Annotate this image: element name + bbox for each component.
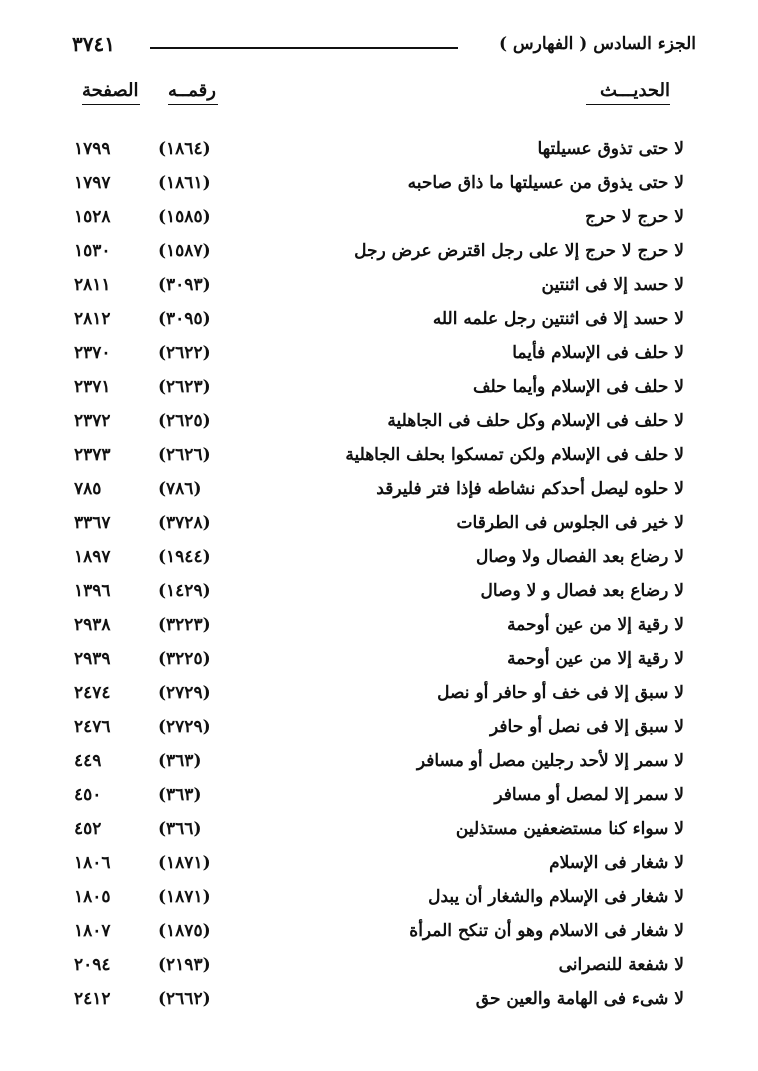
index-row [0, 985, 758, 1019]
hadith-number: (١٥٨٧) [158, 241, 211, 261]
hadith-text: لا شىء فى الهامة والعين حق [475, 989, 684, 1009]
hadith-text: لا حسد إلا فى اثنتين رجل علمه الله [432, 309, 684, 329]
hadith-page: ٢٤٧٦ [74, 717, 111, 737]
hadith-text: لا حتى تذوق عسيلتها [537, 139, 684, 159]
index-row [0, 713, 758, 747]
hadith-text: لا شغار فى الاسلام وهو أن تنكح المرأة [409, 921, 684, 941]
running-header-title: الجزء السادس ( الفهارس ) [498, 34, 696, 54]
index-row [0, 509, 758, 543]
hadith-page: ٢٤٧٤ [74, 683, 111, 703]
column-header-page: الصفحة [82, 80, 139, 101]
index-row [0, 543, 758, 577]
hadith-text: لا شغار فى الإسلام والشغار أن يبدل [428, 887, 684, 907]
index-row [0, 951, 758, 985]
hadith-number: (٢٦٢٦) [158, 445, 211, 465]
index-row [0, 679, 758, 713]
hadith-text: لا حلف فى الإسلام وأيما حلف [472, 377, 684, 397]
index-row [0, 577, 758, 611]
hadith-number: (٢١٩٣) [158, 955, 211, 975]
hadith-text: لا سبق إلا فى نصل أو حافر [490, 717, 684, 737]
index-row [0, 305, 758, 339]
hadith-page: ١٧٩٧ [74, 173, 111, 193]
index-row [0, 883, 758, 917]
hadith-page: ٤٤٩ [74, 751, 102, 771]
hadith-text: لا خير فى الجلوس فى الطرقات [456, 513, 684, 533]
index-row [0, 339, 758, 373]
hadith-text: لا رضاع بعد فصال و لا وصال [480, 581, 684, 601]
hadith-page: ٢٣٧٠ [74, 343, 111, 363]
hadith-page: ١٨٠٧ [74, 921, 111, 941]
hadith-number: (٧٨٦) [158, 479, 202, 499]
index-row [0, 407, 758, 441]
hadith-text: لا حلف فى الإسلام وكل حلف فى الجاهلية [387, 411, 684, 431]
hadith-page: ١٨٩٧ [74, 547, 111, 567]
hadith-page: ٢٣٧٢ [74, 411, 111, 431]
hadith-text: لا حلوه ليصل أحدكم نشاطه فإذا فتر فليرقد [376, 479, 684, 499]
hadith-text: لا حرج لا حرج [585, 207, 684, 227]
hadith-text: لا حلف فى الإسلام فأيما [512, 343, 684, 363]
hadith-page: ١٨٠٦ [74, 853, 111, 873]
hadith-page: ٢٨١١ [74, 275, 111, 295]
hadith-text: لا سمر إلا لأحد رجلين مصل أو مسافر [416, 751, 684, 771]
hadith-number: (١٨٧١) [158, 887, 211, 907]
hadith-page: ٢٤١٢ [74, 989, 111, 1009]
header-rule [150, 47, 458, 49]
page-number: ٣٧٤١ [72, 32, 115, 56]
hadith-number: (٣٦٣) [158, 785, 202, 805]
hadith-number: (١٨٦٤) [158, 139, 211, 159]
index-row [0, 373, 758, 407]
hadith-page: ٤٥٢ [74, 819, 102, 839]
index-row [0, 441, 758, 475]
hadith-number: (٢٦٢٣) [158, 377, 211, 397]
hadith-page: ١٣٩٦ [74, 581, 111, 601]
hadith-number: (٣٦٣) [158, 751, 202, 771]
hadith-number: (١٤٢٩) [158, 581, 211, 601]
hadith-number: (١٨٦١) [158, 173, 211, 193]
hadith-number: (١٨٧١) [158, 853, 211, 873]
hadith-text: لا سواء كنا مستضعفين مستذلين [455, 819, 684, 839]
hadith-text: لا شغار فى الإسلام [549, 853, 684, 873]
index-row [0, 237, 758, 271]
hadith-number: (١٨٧٥) [158, 921, 211, 941]
hadith-text: لا حرج لا حرج إلا على رجل اقترض عرض رجل [354, 241, 684, 261]
hadith-page: ١٧٩٩ [74, 139, 111, 159]
hadith-number: (٣٠٩٥) [158, 309, 211, 329]
index-row [0, 815, 758, 849]
index-row [0, 169, 758, 203]
index-row [0, 203, 758, 237]
column-header-underline [82, 104, 140, 105]
hadith-page: ١٥٣٠ [74, 241, 111, 261]
hadith-number: (٢٦٦٢) [158, 989, 211, 1009]
hadith-page: ٧٨٥ [74, 479, 102, 499]
hadith-page: ٤٥٠ [74, 785, 102, 805]
index-row [0, 747, 758, 781]
hadith-number: (٣٧٢٨) [158, 513, 211, 533]
hadith-page: ١٨٠٥ [74, 887, 111, 907]
hadith-text: لا سبق إلا فى خف أو حافر أو نصل [437, 683, 684, 703]
hadith-number: (٢٦٢٢) [158, 343, 211, 363]
hadith-page: ٢٩٣٨ [74, 615, 111, 635]
hadith-page: ٢٣٧٣ [74, 445, 111, 465]
hadith-number: (١٩٤٤) [158, 547, 211, 567]
hadith-text: لا رضاع بعد الفصال ولا وصال [476, 547, 684, 567]
column-header-underline [586, 104, 670, 105]
index-row [0, 781, 758, 815]
hadith-number: (٢٧٢٩) [158, 683, 211, 703]
column-header-number: رقمــه [168, 80, 216, 101]
index-row [0, 917, 758, 951]
hadith-page: ١٥٢٨ [74, 207, 111, 227]
index-row [0, 611, 758, 645]
index-row [0, 475, 758, 509]
index-row [0, 849, 758, 883]
hadith-page: ٢٠٩٤ [74, 955, 111, 975]
hadith-text: لا شفعة للنصرانى [558, 955, 684, 975]
hadith-text: لا رقية إلا من عين أوحمة [507, 649, 684, 669]
hadith-page: ٣٣٦٧ [74, 513, 111, 533]
column-header-underline [168, 104, 218, 105]
running-header [72, 32, 696, 62]
hadith-text: لا حسد إلا فى اثنتين [541, 275, 684, 295]
hadith-text: لا حتى يذوق من عسيلتها ما ذاق صاحبه [407, 173, 684, 193]
hadith-page: ٢٩٣٩ [74, 649, 111, 669]
index-row [0, 271, 758, 305]
column-header-hadith: الحديـــث [599, 80, 670, 101]
hadith-number: (٢٦٢٥) [158, 411, 211, 431]
hadith-number: (٣٢٢٥) [158, 649, 211, 669]
hadith-text: لا حلف فى الإسلام ولكن تمسكوا بحلف الجاهلية [345, 445, 684, 465]
hadith-number: (٣٦٦) [158, 819, 202, 839]
hadith-number: (٣٠٩٣) [158, 275, 211, 295]
index-row [0, 645, 758, 679]
index-row [0, 135, 758, 169]
hadith-text: لا رقية إلا من عين أوحمة [507, 615, 684, 635]
hadith-number: (٢٧٢٩) [158, 717, 211, 737]
hadith-page: ٢٣٧١ [74, 377, 111, 397]
hadith-number: (٣٢٢٣) [158, 615, 211, 635]
hadith-page: ٢٨١٢ [74, 309, 111, 329]
hadith-number: (١٥٨٥) [158, 207, 211, 227]
hadith-text: لا سمر إلا لمصل أو مسافر [494, 785, 684, 805]
